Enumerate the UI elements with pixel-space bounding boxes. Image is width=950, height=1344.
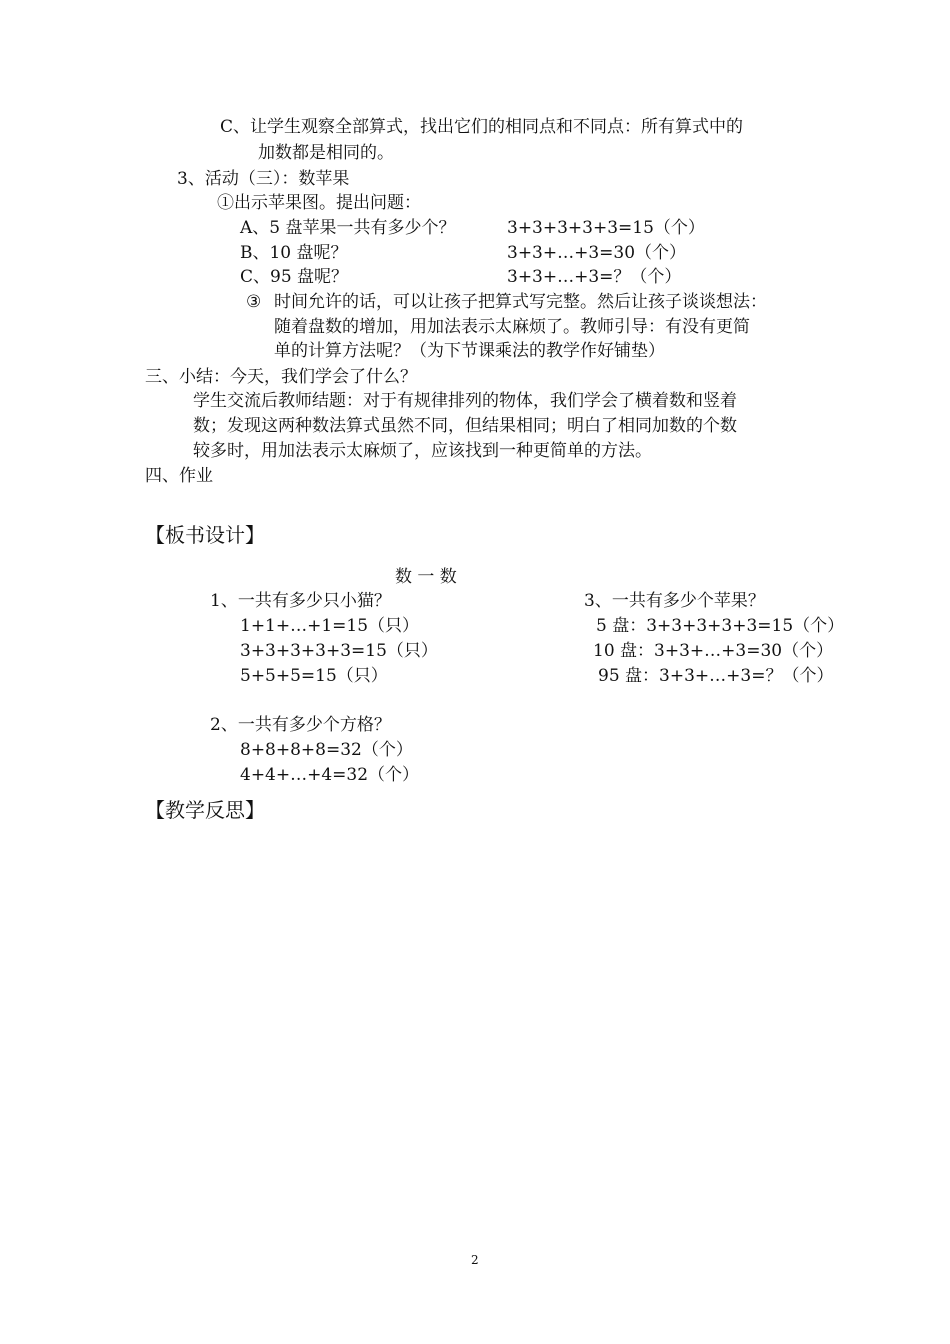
note-line-2: 随着盘数的增加，用加法表示太麻烦了。教师引导：有没有更简 <box>274 317 750 337</box>
board-question-1-eq-3: 5+5+5=15（只） <box>240 666 388 686</box>
activity-3-heading: 3、活动（三）：数苹果 <box>177 169 350 189</box>
question-a-label: A、5 盘苹果一共有多少个？ <box>240 218 456 238</box>
question-b-equation: 3+3+…+3=30（个） <box>507 243 687 263</box>
activity-3-question: ①出示苹果图。提出问题： <box>217 193 421 213</box>
board-question-1-eq-2: 3+3+3+3+3=15（只） <box>240 641 438 661</box>
question-b-label: B、10 盘呢？ <box>240 243 348 263</box>
homework-heading: 四、作业 <box>145 466 213 486</box>
c-line-2: 加数都是相同的。 <box>258 143 394 163</box>
question-a-equation: 3+3+3+3+3=15（个） <box>507 218 705 238</box>
note-line-3: 单的计算方法呢？（为下节课乘法的教学作好铺垫） <box>274 341 665 361</box>
board-question-3-eq-1: 5 盘：3+3+3+3+3=15（个） <box>596 616 845 636</box>
board-question-1: 1、一共有多少只小猫？ <box>210 591 391 611</box>
board-question-2: 2、一共有多少个方格？ <box>210 715 391 735</box>
summary-line-3: 较多时，用加法表示太麻烦了，应该找到一种更简单的方法。 <box>193 441 652 461</box>
board-design-heading: 【板书设计】 <box>145 523 265 547</box>
summary-line-2: 数；发现这两种数法算式虽然不同，但结果相同；明白了相同加数的个数 <box>193 416 737 436</box>
board-question-3-eq-2: 10 盘：3+3+…+3=30（个） <box>593 641 834 661</box>
summary-line-1: 学生交流后教师结题：对于有规律排列的物体，我们学会了横着数和竖着 <box>193 391 737 411</box>
question-c-label: C、95 盘呢？ <box>240 267 349 287</box>
board-title: 数 一 数 <box>395 567 457 587</box>
page-number: 2 <box>471 1253 479 1267</box>
board-question-2-eq-1: 8+8+8+8=32（个） <box>240 740 413 760</box>
summary-heading: 三、小结：今天，我们学会了什么？ <box>145 367 417 387</box>
c-line-1: C、让学生观察全部算式，找出它们的相同点和不同点：所有算式中的 <box>220 117 744 137</box>
board-question-2-eq-2: 4+4+…+4=32（个） <box>240 765 420 785</box>
board-question-1-eq-1: 1+1+…+1=15（只） <box>240 616 420 636</box>
note-line-1: 时间允许的话，可以让孩子把算式写完整。然后让孩子谈谈想法： <box>274 292 767 312</box>
note-marker: ③ <box>246 292 262 312</box>
board-question-3-eq-3: 95 盘：3+3+…+3=？（个） <box>598 666 834 686</box>
question-c-equation: 3+3+…+3=？（个） <box>507 267 682 287</box>
teaching-reflection-heading: 【教学反思】 <box>145 798 265 822</box>
board-question-3: 3、一共有多少个苹果？ <box>584 591 765 611</box>
